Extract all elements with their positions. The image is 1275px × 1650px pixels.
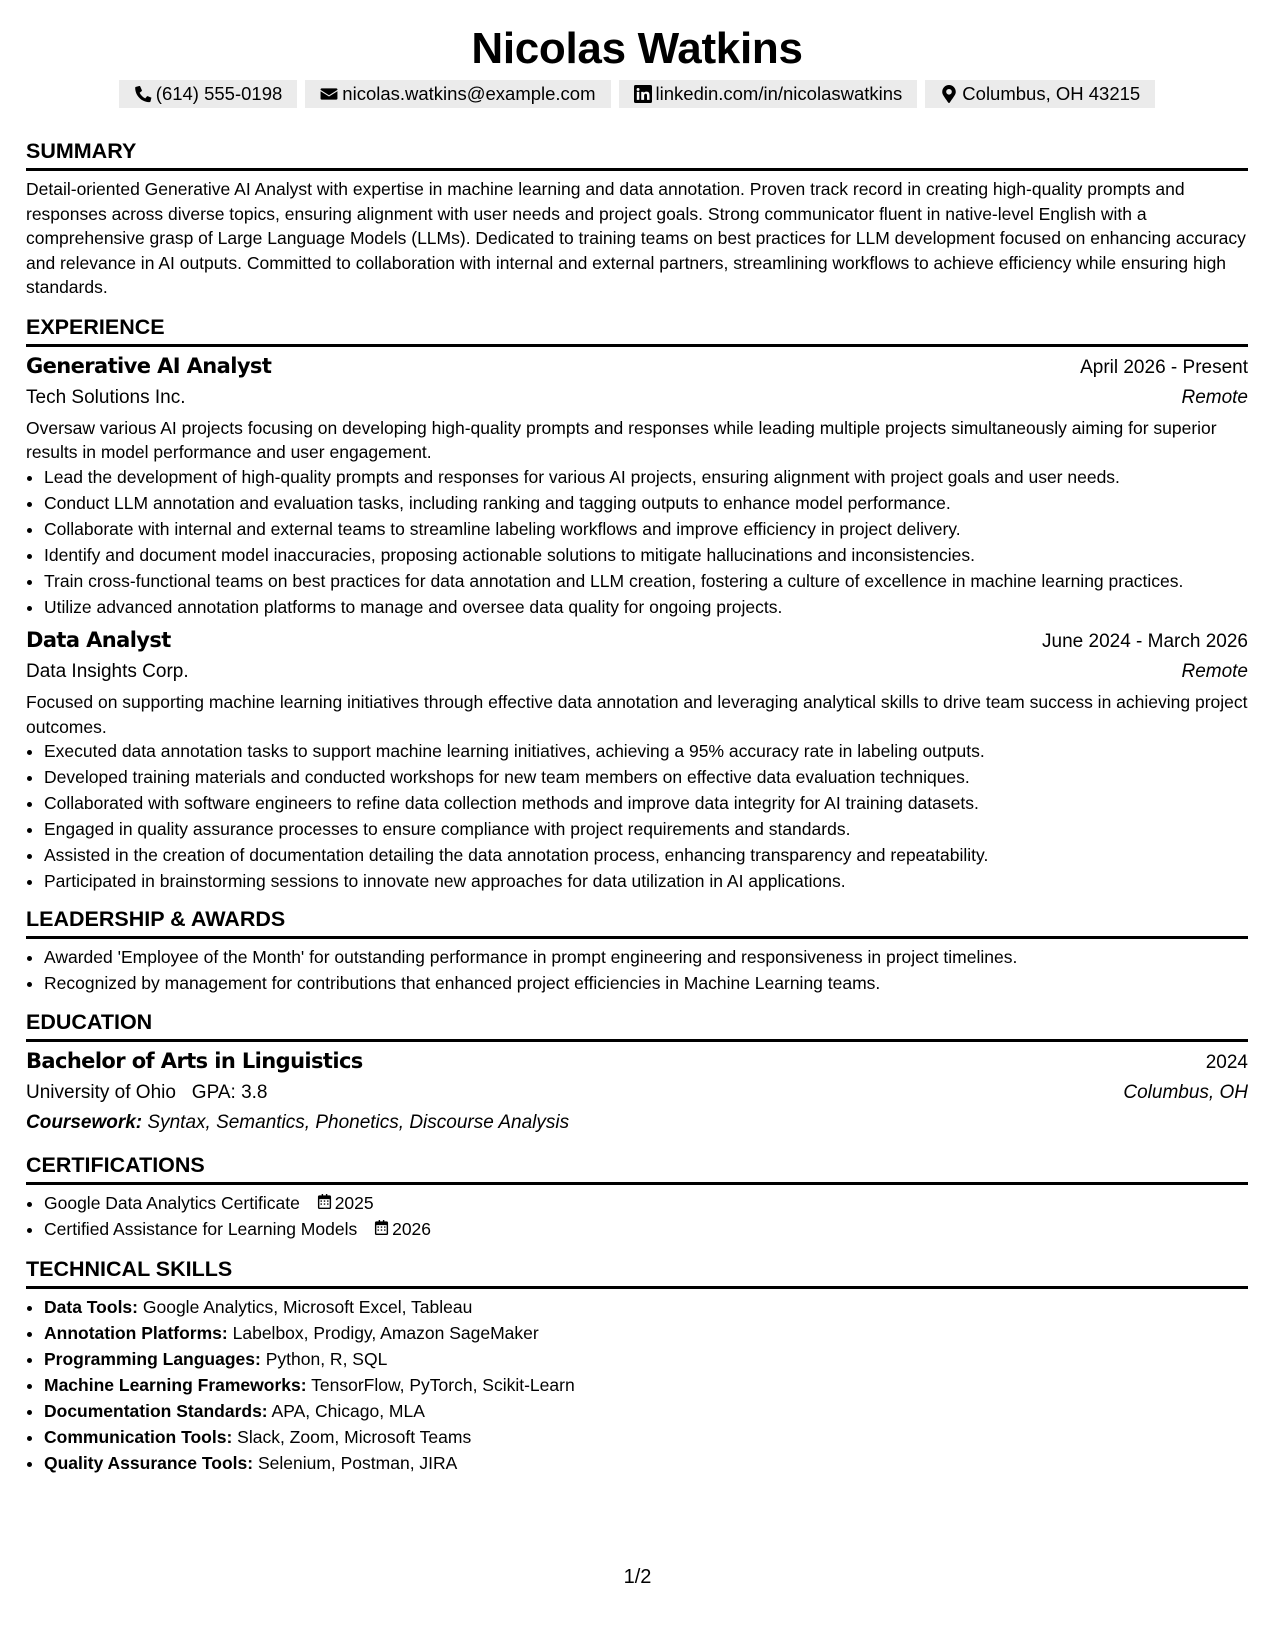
education-section [26,1009,1248,1138]
phone-icon [134,85,152,103]
certifications-list [26,1191,1248,1242]
leadership-section [26,906,1248,996]
list-item: • Engaged in quality assurance processes to ensure compliance with project requirements and standards. [44,817,1248,842]
list-item [44,1373,1248,1398]
list-item: • Awarded 'Employee of the Month' for outstanding performance in prompt engineering and responsiveness in project timelines. [44,945,1248,970]
linkedin-chip[interactable] [619,80,918,108]
cert-year: 2025 [334,1193,374,1213]
graduation-year: 2024 [1205,1052,1248,1073]
list-item [44,1321,1248,1346]
skills-section [26,1256,1248,1476]
gpa: GPA: 3.8 [191,1082,268,1103]
school-name: University of Ohio [26,1082,176,1103]
skill-label: Documentation Standards: [44,1400,268,1421]
experience-section [26,314,1248,894]
school-gpa [26,1078,267,1108]
job-location: Remote [1181,661,1248,682]
list-item: • Developed training materials and conducted workshops for new team members on effective data evaluation techniques. [44,765,1248,790]
list-item [44,1295,1248,1320]
job-dates: June 2024 - March 2026 [1042,631,1248,652]
summary-section [26,138,1248,300]
location-chip [925,80,1155,108]
skills-list [26,1295,1248,1476]
coursework-list: Syntax, Semantics, Phonetics, Discourse Analysis [147,1112,570,1133]
cert-date [317,1191,374,1216]
skill-label: Data Tools: [44,1296,138,1317]
candidate-name: Nicolas Watkins [471,24,803,73]
list-item: • Assisted in the creation of documentation detailing the data annotation process, enhancing transparency and repeatability. [44,843,1248,868]
list-item [44,1425,1248,1450]
skill-value: TensorFlow, PyTorch, Scikit-Learn [311,1374,575,1395]
location-text: Columbus, OH 43215 [962,83,1141,104]
cert-name: Google Data Analytics Certificate [44,1193,300,1213]
skill-value: Google Analytics, Microsoft Excel, Tableau [142,1296,473,1317]
list-item: • Identify and document model inaccuracies, proposing actionable solutions to mitigate hallucinations and inconsistencies. [44,543,1248,568]
list-item: • Conduct LLM annotation and evaluation tasks, including ranking and tagging outputs to enhance model performance. [44,491,1248,516]
linkedin-icon [634,85,652,103]
list-item: • Utilize advanced annotation platforms to manage and oversee data quality for ongoing projects. [44,595,1248,620]
list-item: • Executed data annotation tasks to support machine learning initiatives, achieving a 95% accuracy rate in labeling outputs. [44,739,1248,764]
resume-content [26,0,1248,1477]
list-item [44,1399,1248,1424]
list-item: • Collaborate with internal and external teams to streamline labeling workflows and improve efficiency in project delivery. [44,517,1248,542]
skill-value: APA, Chicago, MLA [271,1400,425,1421]
job-bullets [26,739,1248,894]
cert-year: 2026 [392,1219,432,1239]
skill-label: Machine Learning Frameworks: [44,1374,307,1395]
skill-label: Annotation Platforms: [44,1322,228,1343]
job-bullets [26,465,1248,620]
awards-list [26,945,1248,996]
job-description: Oversaw various AI projects focusing on developing high-quality prompts and responses while leading multiple projects simultaneously aiming for superior results in model performance and user engagement. [26,417,1217,462]
skill-value: Slack, Zoom, Microsoft Teams [237,1426,472,1447]
email-chip[interactable] [305,80,610,108]
phone-chip[interactable] [119,80,298,108]
job-dates: April 2026 - Present [1080,356,1248,378]
list-item: • Collaborated with software engineers to refine data collection methods and improve data integrity for AI training datasets. [44,791,1248,816]
calendar-icon [317,1191,332,1216]
job-description: Focused on supporting machine learning initiatives through effective data annotation and leveraging analytical skills to drive team success in achieving project outcomes. [26,692,1248,737]
list-item: • Train cross-functional teams on best practices for data annotation and LLM creation, fostering a culture of excellence in machine learning practices. [44,569,1248,594]
list-item [44,1451,1248,1476]
summary-text: Detail-oriented Generative AI Analyst with expertise in machine learning and data annotation. Proven track record in creating high-quality prompts and responses across diverse topics, ensuring alignment with user needs and project goals. Strong communicator fluent in native-level English with a comprehensive grasp of Large Language Models (LLMs). Dedicated to training teams on best practices for LLM development focused on enhancing accuracy and relevance in AI outputs. Committed to collaboration with internal and external partners, streamlining workflows to achieve efficiency while ensuring high standards. [26,179,1246,297]
job-company: Tech Solutions Inc. [26,386,186,408]
list-item [44,1217,1248,1242]
section-title-experience: EXPERIENCE [26,314,1248,347]
phone-text: (614) 555-0198 [155,83,283,104]
skill-value: Python, R, SQL [265,1348,388,1369]
job-company: Data Insights Corp. [26,661,189,682]
job-title: Data Analyst [26,628,171,652]
section-title-education: EDUCATION [26,1009,1248,1042]
linkedin-text: linkedin.com/in/nicolaswatkins [655,83,903,104]
list-item: • Lead the development of high-quality prompts and responses for various AI projects, ensuring alignment with project goals and user needs. [44,465,1248,490]
section-title-leadership: LEADERSHIP & AWARDS [26,906,1248,939]
coursework [26,1108,1248,1138]
cert-name: Certified Assistance for Learning Models [44,1219,358,1239]
skill-value: Selenium, Postman, JIRA [257,1452,458,1473]
email-text: nicolas.watkins@example.com [342,83,596,104]
school-location: Columbus, OH [1123,1082,1248,1103]
skill-label: Programming Languages: [44,1348,261,1369]
list-item [44,1191,1248,1216]
job-location: Remote [1181,386,1248,408]
list-item: • Participated in brainstorming sessions to innovate new approaches for data utilization in AI applications. [44,869,1248,894]
list-item: • Recognized by management for contributions that enhanced project efficiencies in Machine Learning teams. [44,971,1248,996]
list-item [44,1347,1248,1372]
job-entry [26,351,1248,620]
contact-bar [26,80,1248,108]
envelope-icon [320,85,338,103]
section-title-certifications: CERTIFICATIONS [26,1152,1248,1185]
map-pin-icon [940,85,958,103]
page-number: 1/2 [623,1566,652,1588]
skill-label: Communication Tools: [44,1426,233,1447]
degree: Bachelor of Arts in Linguistics [26,1049,363,1073]
section-title-summary: SUMMARY [26,138,1248,171]
cert-date [374,1217,431,1242]
skill-label: Quality Assurance Tools: [44,1452,254,1473]
job-title: Generative AI Analyst [26,353,272,378]
section-title-skills: TECHNICAL SKILLS [26,1256,1248,1289]
job-entry [26,625,1248,894]
coursework-label: Coursework: [26,1112,143,1133]
calendar-icon [374,1217,389,1242]
skill-value: Labelbox, Prodigy, Amazon SageMaker [232,1322,539,1343]
certifications-section [26,1152,1248,1242]
